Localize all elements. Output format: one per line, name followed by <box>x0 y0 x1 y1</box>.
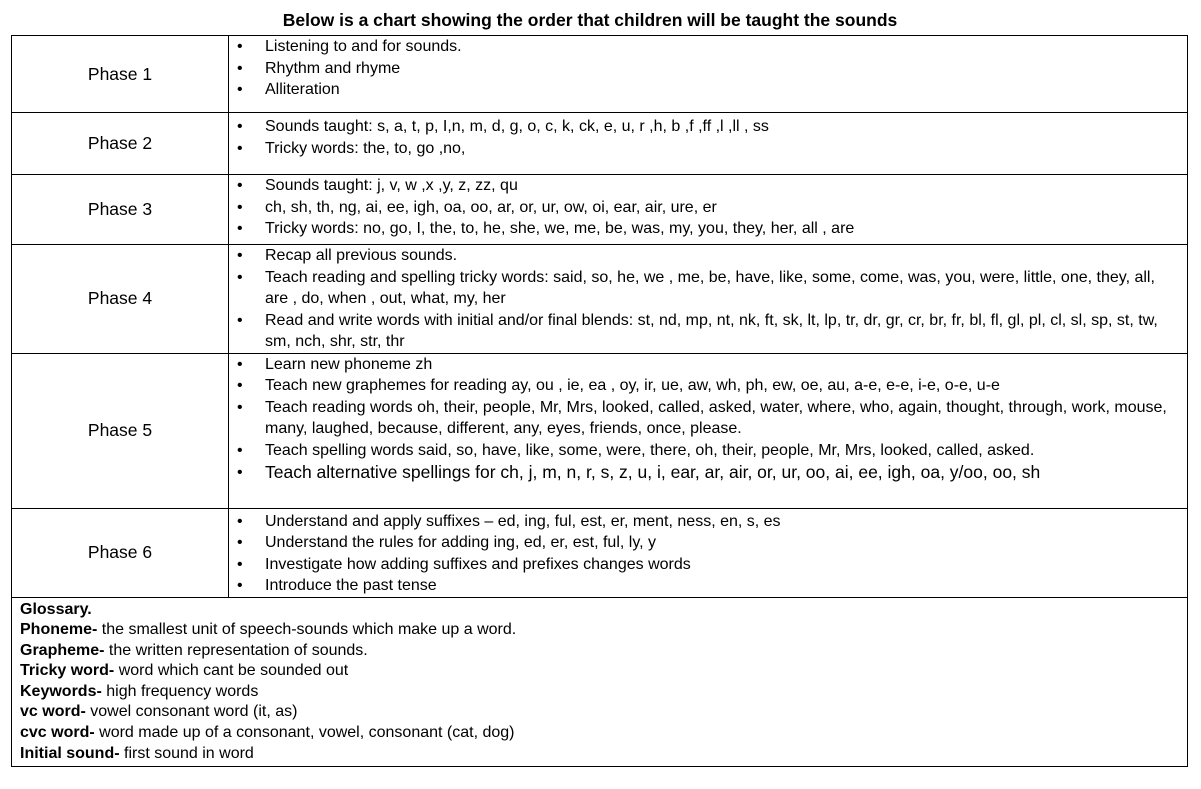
phase-label: Phase 5 <box>12 353 229 508</box>
list-item: • Teach spelling words said, so, have, like, some, were, there, oh, their, people, Mr, Mrs, looked, called, asked. <box>229 440 1187 462</box>
table-row <box>12 353 1188 508</box>
list-item: • Teach alternative spellings for ch, j, m, n, r, s, z, u, i, ear, ar, air, or, ur, oo, ai, ee, igh, oa, y/oo, oo, sh <box>229 461 1187 484</box>
bullet-list <box>229 511 1187 597</box>
glossary-definition: vowel consonant word (it, as) <box>85 703 298 721</box>
phase-label: Phase 6 <box>12 508 229 597</box>
list-item: • Tricky words: the, to, go ,no, <box>229 138 1187 160</box>
phases-table <box>11 35 1188 767</box>
glossary-term: cvc word- <box>20 724 95 742</box>
list-item: • Sounds taught: j, v, w ,x ,y, z, zz, qu <box>229 175 1187 197</box>
glossary-term: Tricky word- <box>20 662 115 680</box>
glossary-definition: word made up of a consonant, vowel, consonant (cat, dog) <box>94 724 515 742</box>
glossary-definition: high frequency words <box>101 682 259 700</box>
table-row <box>12 113 1188 175</box>
phase-label: Phase 1 <box>12 36 229 113</box>
list-item: • Teach reading and spelling tricky words: said, so, he, we , me, be, have, like, some, come, was, you, were, little, one, they, all, are , do, when , out, what, my, her <box>229 267 1187 310</box>
bullet-list <box>229 175 1187 240</box>
glossary-entry <box>20 620 1179 641</box>
glossary-definition: the written representation of sounds. <box>104 641 368 659</box>
table-row <box>12 36 1188 113</box>
bullet-list <box>229 116 1187 159</box>
list-item: • Alliteration <box>229 79 1187 101</box>
list-item: • Listening to and for sounds. <box>229 36 1187 58</box>
table-row <box>12 508 1188 597</box>
list-item: • Investigate how adding suffixes and prefixes changes words <box>229 554 1187 576</box>
glossary-entry <box>20 661 1179 682</box>
glossary-heading: Glossary. <box>20 600 92 618</box>
glossary-term: Grapheme- <box>20 641 105 659</box>
glossary-term: vc word- <box>20 703 86 721</box>
list-item: • Learn new phoneme zh <box>229 354 1187 376</box>
glossary-entry <box>20 641 1179 662</box>
bullet-list <box>229 354 1187 485</box>
glossary-entry <box>20 723 1179 744</box>
phase-content <box>229 353 1188 508</box>
phase-content <box>229 508 1188 597</box>
page-title: Below is a chart showing the order that children will be taught the sounds <box>282 10 898 30</box>
glossary-entry <box>20 744 1179 765</box>
glossary-definition: word which cant be sounded out <box>114 662 349 680</box>
list-item: • Understand and apply suffixes – ed, ing, ful, est, er, ment, ness, en, s, es <box>229 511 1187 533</box>
bullet-list <box>229 36 1187 101</box>
glossary-definition: first sound in word <box>119 744 254 762</box>
table-row <box>12 245 1188 354</box>
list-item: • Rhythm and rhyme <box>229 58 1187 80</box>
glossary-term: Keywords- <box>20 682 102 700</box>
phase-label: Phase 4 <box>12 245 229 354</box>
phase-content <box>229 113 1188 175</box>
list-item: • Sounds taught: s, a, t, p, I,n, m, d, g, o, c, k, ck, e, u, r ,h, b ,f ,ff ,l ,ll , ss <box>229 116 1187 138</box>
glossary-entry <box>20 702 1179 723</box>
list-item: • Introduce the past tense <box>229 575 1187 597</box>
phase-content <box>229 245 1188 354</box>
glossary-definition: the smallest unit of speech-sounds which make up a word. <box>97 621 517 639</box>
glossary-term: Initial sound- <box>20 744 120 762</box>
list-item: • Teach new graphemes for reading ay, ou , ie, ea , oy, ir, ue, aw, wh, ph, ew, oe, au, a-e, e-e, i-e, o-e, u-e <box>229 375 1187 397</box>
glossary-entry <box>20 682 1179 703</box>
list-item: • ch, sh, th, ng, ai, ee, igh, oa, oo, ar, or, ur, ow, oi, ear, air, ure, er <box>229 197 1187 219</box>
list-item: • Tricky words: no, go, I, the, to, he, she, we, me, be, was, my, you, they, her, all , are <box>229 218 1187 240</box>
phase-label: Phase 3 <box>12 175 229 245</box>
glossary-term: Phoneme- <box>20 621 98 639</box>
phase-content <box>229 36 1188 113</box>
list-item: • Recap all previous sounds. <box>229 245 1187 267</box>
phase-label: Phase 2 <box>12 113 229 175</box>
list-item: • Teach reading words oh, their, people, Mr, Mrs, looked, called, asked, water, where, who, again, thought, through, work, mouse, many, laughed, because, different, any, eyes, friends, once, please. <box>229 397 1187 440</box>
bullet-list <box>229 245 1187 353</box>
list-item: • Understand the rules for adding ing, ed, er, est, ful, ly, y <box>229 532 1187 554</box>
table-row <box>12 175 1188 245</box>
phase-content <box>229 175 1188 245</box>
list-item: • Read and write words with initial and/or final blends: st, nd, mp, nt, nk, ft, sk, lt, lp, tr, dr, gr, cr, br, fr, bl, fl, gl, pl, cl, sl, sp, st, tw, sm, nch, shr, str, thr <box>229 310 1187 353</box>
glossary <box>12 597 1188 767</box>
table-row <box>12 597 1188 767</box>
